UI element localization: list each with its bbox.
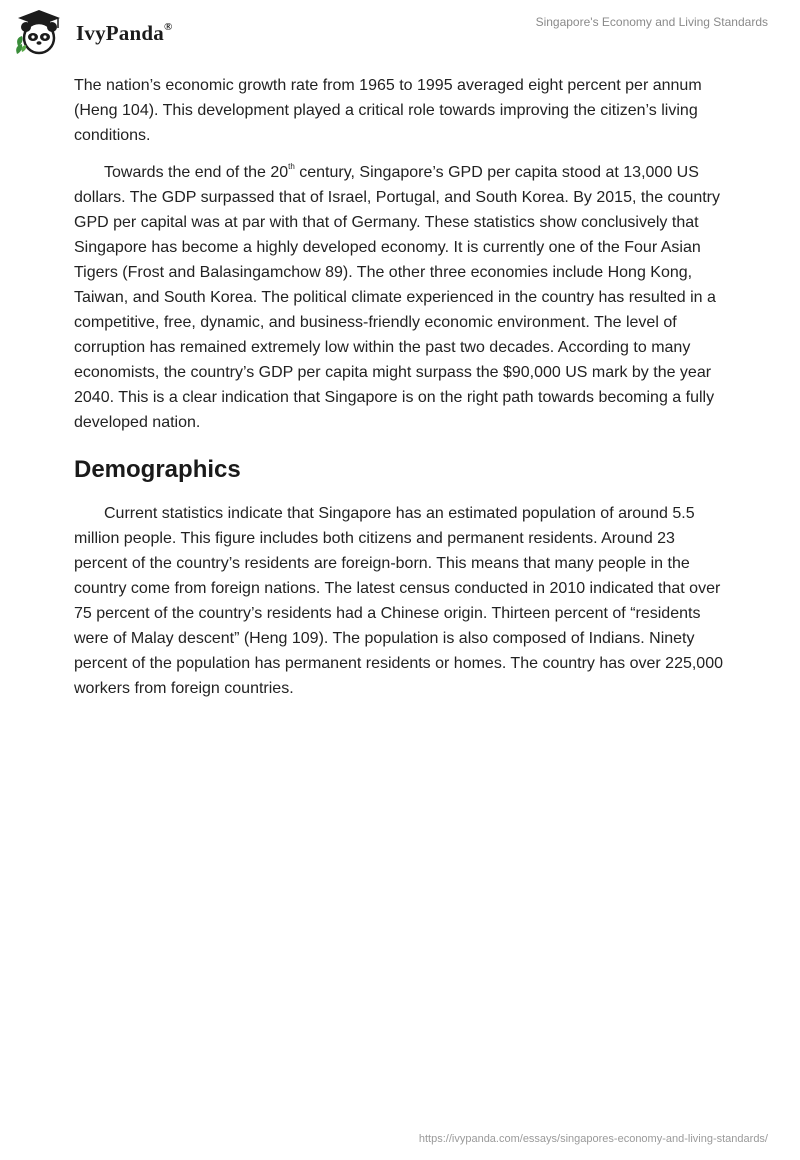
registered-mark: ® <box>163 21 173 33</box>
essay-body <box>74 73 724 713</box>
panda-logo-icon[interactable] <box>14 8 64 58</box>
source-url-link[interactable]: https://ivypanda.com/essays/singapores-economy-and-living-standards/ <box>418 1133 768 1145</box>
paragraph-demographics: Current statistics indicate that Singapore has an estimated population of around 5.5 million people. This figure includes both citizens and permanent residents. Around 23 percent of the country’s residents are foreign-born. This means that many people in the country come from foreign nations. The latest census conducted in 2010 indicated that over 75 percent of the country’s residents had a Chinese origin. Thirteen percent of “residents were of Malay descent” (Heng 109). The population is also composed of Indians. Ninety percent of the population has permanent residents or homes. The country has over 225,000 workers from foreign countries. <box>74 505 723 697</box>
paragraph-gdp-start: Towards the end of the 20 <box>104 164 289 181</box>
page-header <box>0 0 800 64</box>
paragraph-gdp <box>74 160 724 435</box>
running-title: Singapore's Economy and Living Standards <box>535 15 768 29</box>
brand-text: IvyPanda <box>76 21 164 45</box>
paragraph-growth: The nation’s economic growth rate from 1965 to 1995 averaged eight percent per annum (Heng 104). This development played a critical role towards improving the citizen’s living conditions. <box>74 77 702 144</box>
heading-demographics: Demographics <box>74 456 241 483</box>
brand-name[interactable] <box>76 21 172 46</box>
paragraph-gdp-rest: century, Singapore’s GPD per capita stood at 13,000 US dollars. The GDP surpassed that of Israel, Portugal, and South Korea. By 2015, the country GPD per capital was at par with that of Germany. These statistics show conclusively that Singapore has become a highly developed economy. It is currently one of the Four Asian Tigers (Frost and Balasingamchow 89). The other three economies include Hong Kong, Taiwan, and South Korea. The political climate experienced in the country has resulted in a competitive, free, dynamic, and business-friendly economic environment. The level of corruption has remained extremely low within the past two decades. According to many economists, the country’s GDP per capita might surpass the $90,000 US mark by the year 2040. This is a clear indication that Singapore is on the right path towards becoming a fully developed nation. <box>74 164 721 431</box>
superscript-th: th <box>288 162 295 171</box>
